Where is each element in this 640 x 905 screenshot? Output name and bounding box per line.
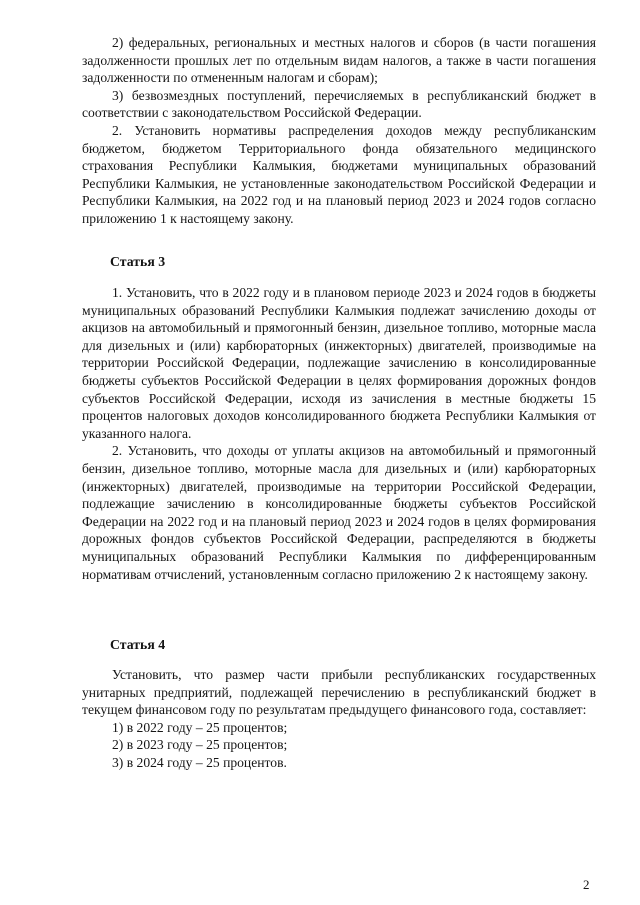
article-4-heading: Статья 4	[110, 637, 166, 652]
page-number: 2	[583, 877, 590, 892]
list-item: 3) в 2024 году – 25 процентов.	[112, 754, 287, 770]
paragraph: 1. Установить, что в 2022 году и в плановом периоде 2023 и 2024 годов в бюджеты муниципальных образований Республики Калмыкия подлежат зачислению доходы от акцизов на автомобильный и прямогонный бензин, дизельное топливо, моторные масла для дизельных и (или) карбюраторных (инжекторных) двигателей, производимые на территории Российской Федерации, подлежащие зачислению в консолидированные бюджеты субъектов Российской Федерации в целях формирования дорожных фондов субъектов Российской Федерации, исходя из зачисления в местные бюджеты 15 процентов налоговых доходов консолидированного бюджета Республики Калмыкия от указанного налога.	[82, 285, 596, 441]
article-4-body	[82, 666, 596, 772]
list-item: 2) в 2023 году – 25 процентов;	[112, 737, 288, 753]
article-3-heading: Статья 3	[110, 254, 166, 269]
article-3-body	[82, 284, 596, 583]
continuation-block	[82, 34, 596, 228]
paragraph: 2) федеральных, региональных и местных налогов и сборов (в части погашения задолженности прошлых лет по отдельным видам налогов, а также в части погашения задолженности по отмененным налогам и сборам);	[82, 35, 596, 86]
paragraph: 2. Установить, что доходы от уплаты акцизов на автомобильный и прямогонный бензин, дизельное топливо, моторные масла для дизельных и (или) карбюраторных (инжекторных) двигателей, производимые на территории Российской Федерации, подлежащие зачислению в консолидированные бюджеты субъектов Российской Федерации на 2022 год и на плановый период 2023 и 2024 годов в целях формирования дорожных фондов субъектов Российской Федерации, распределяются в бюджеты муниципальных образований Республики Калмыкия по дифференцированным нормативам отчислений, установленным согласно приложению 2 к настоящему закону.	[82, 443, 596, 582]
paragraph: 2. Установить нормативы распределения доходов между республиканским бюджетом, бюджетом Территориального фонда обязательного медицинского страхования Республики Калмыкия, бюджетами муниципальных образований Республики Калмыкия, не установленные законодательством Российской Федерации и Республики Калмыкия, на 2022 год и на плановый период 2023 и 2024 годов согласно приложению 1 к настоящему закону.	[82, 122, 596, 226]
paragraph: 3) безвозмездных поступлений, перечисляемых в республиканский бюджет в соответствии с законодательством Российской Федерации.	[82, 87, 596, 121]
list-item: 1) в 2022 году – 25 процентов;	[112, 719, 288, 735]
paragraph: Установить, что размер части прибыли республиканских государственных унитарных предприятий, подлежащей перечислению в республиканский бюджет в текущем финансовом году по результатам предыдущего финансового года, составляет:	[82, 667, 596, 718]
